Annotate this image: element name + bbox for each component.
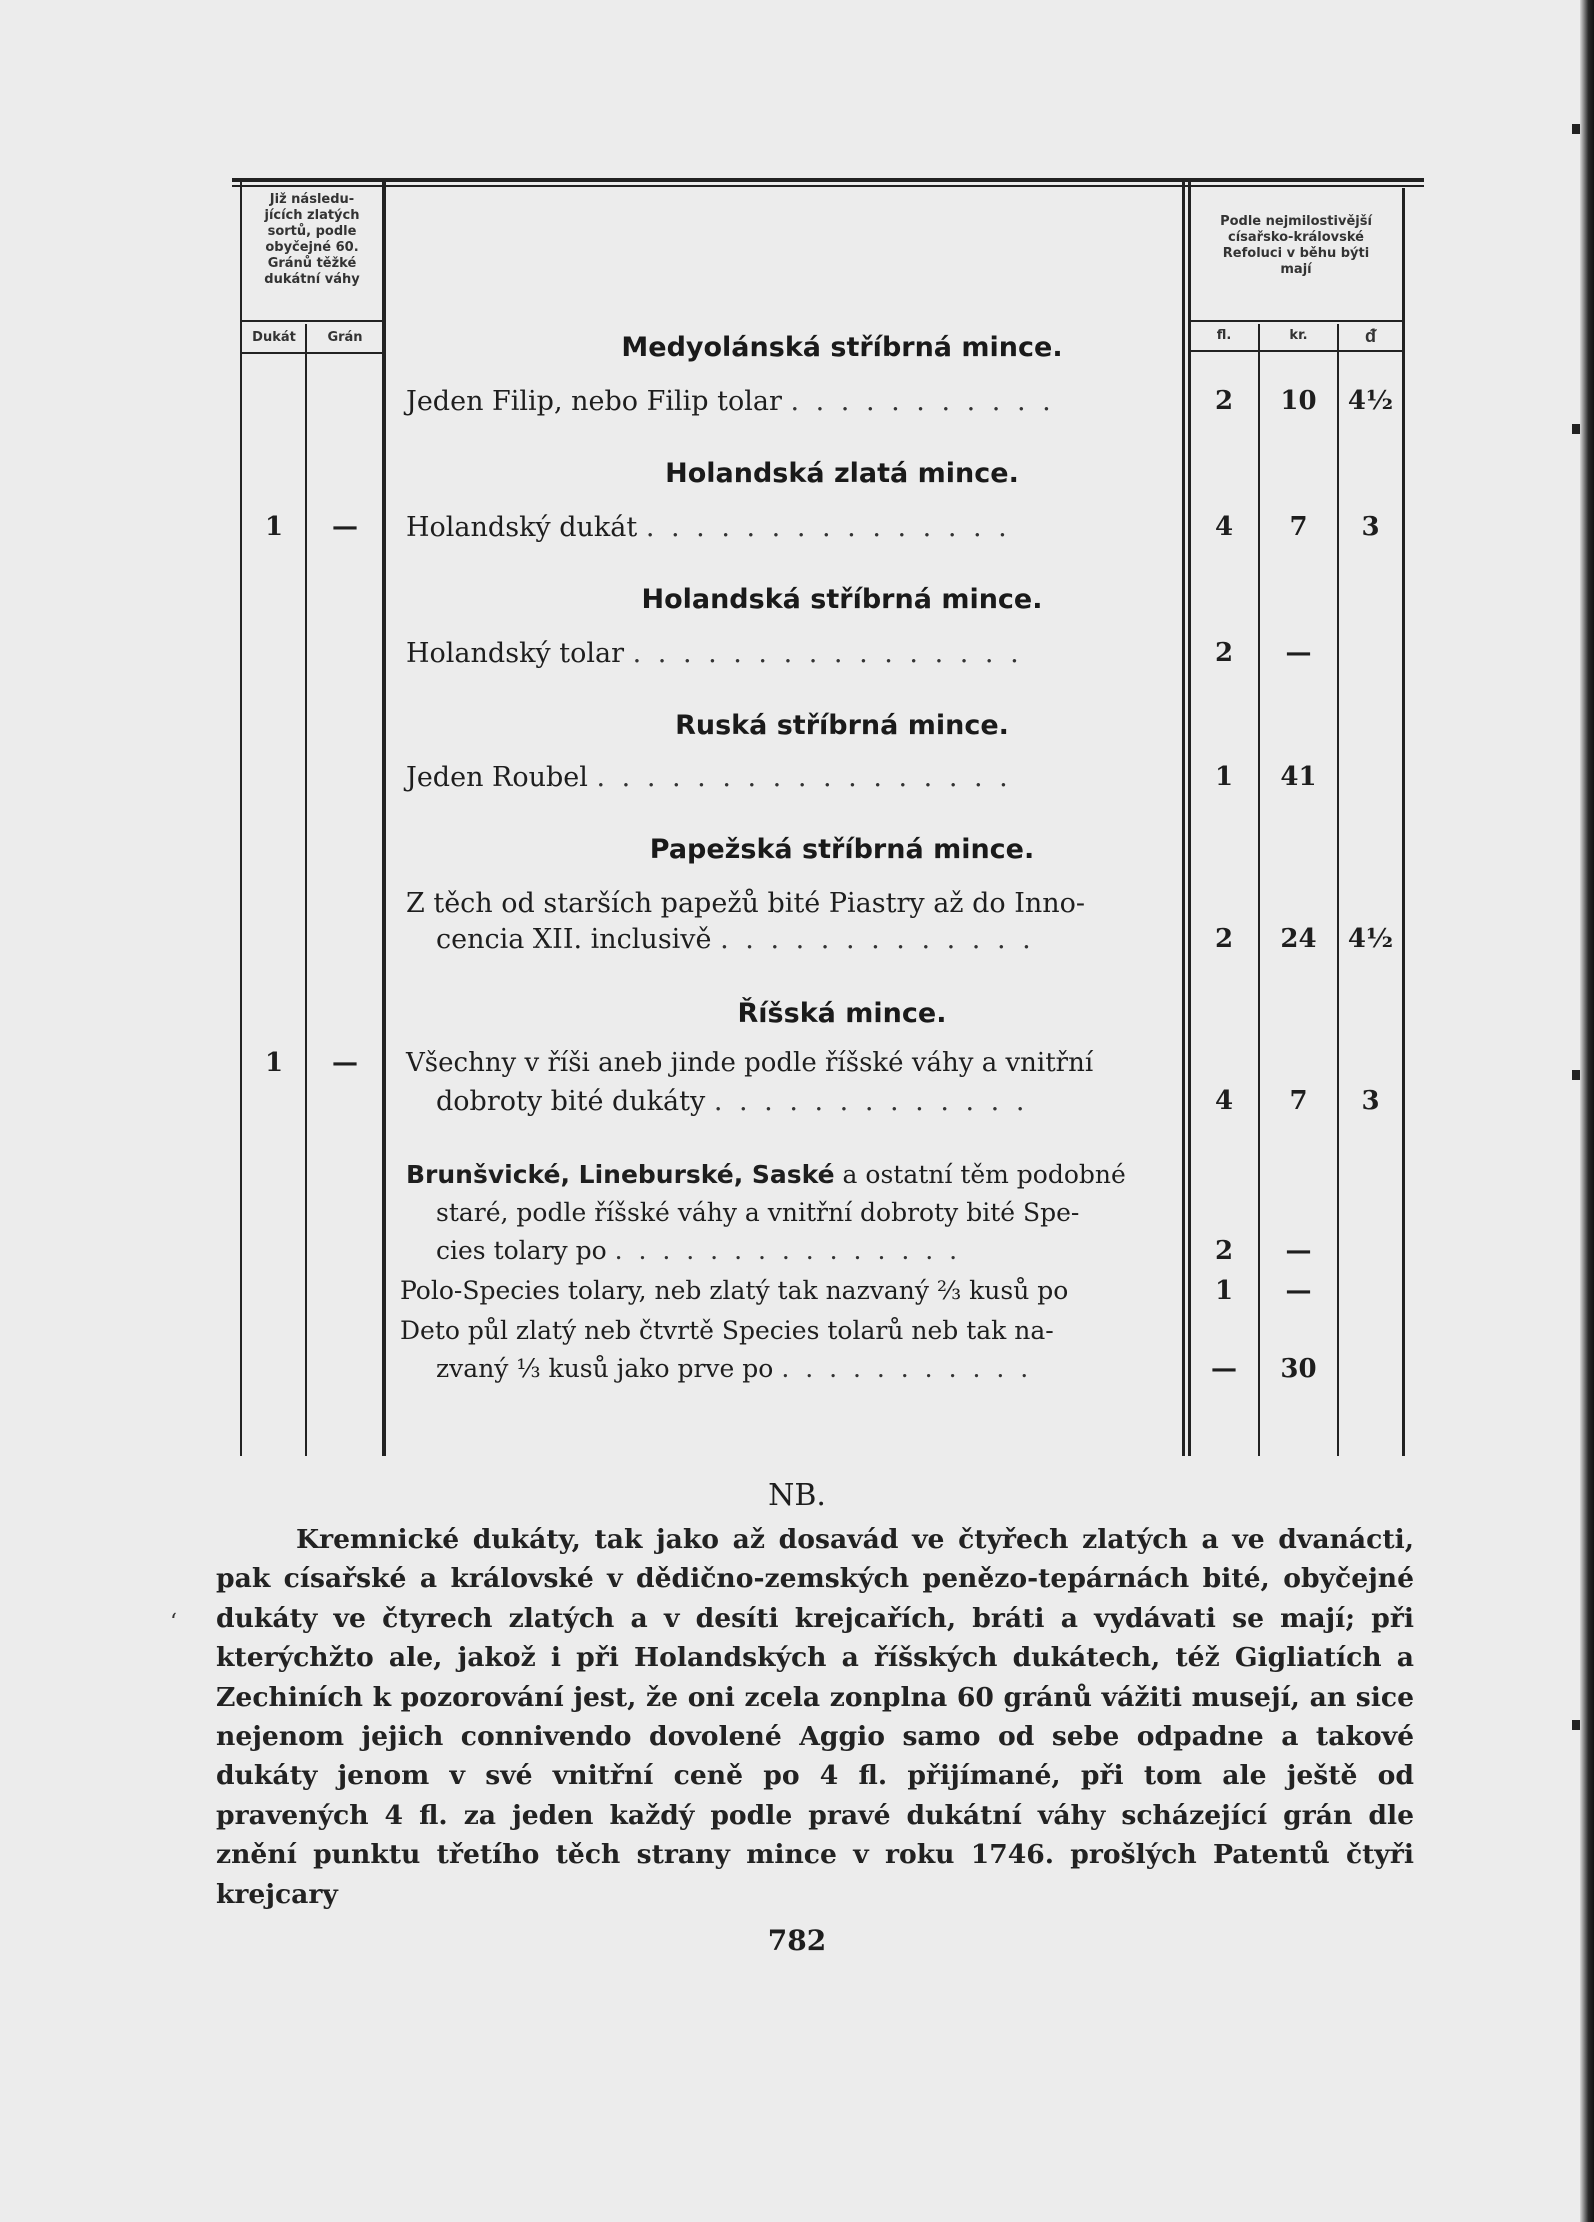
leader-dots: . . . . . . . . . . . [790,386,1055,417]
page-number: 782 [767,1924,827,1957]
scan-mark [1572,1720,1580,1730]
leader-dots: . . . . . . . . . . . . . [720,924,1035,955]
kr-value: 7 [1289,1086,1308,1116]
left-header-text [242,192,382,288]
entry-text: Deto půl zlatý neb čtvrtě Species tolarů neb tak na- [400,1316,1054,1345]
entry-label: cencia XII. inclusivě [436,924,712,955]
entry-text [406,386,1070,417]
header-line: císařsko-královské [1228,230,1364,245]
d-value: 4½ [1347,924,1394,954]
entry-label: Holandský dukát [406,512,638,543]
entry-text-continued: staré, podle říšské váhy a vnitřní dobroty bité Spe- [436,1198,1080,1227]
nb-title: NB. [768,1478,826,1513]
entry-label: Jeden Roubel [406,762,588,793]
scan-mark [1572,424,1580,434]
entry-text [406,512,1070,543]
fl-value: 1 [1214,762,1234,792]
kr-value: 7 [1289,512,1308,542]
entry-text: Všechny v říši aneb jinde podle říšské váhy a vnitřní [406,1048,1094,1078]
kr-value: 30 [1280,1354,1317,1384]
fl-value: 4 [1214,1086,1234,1116]
leader-dots: . . . . . . . . . . . . . . . . . [596,762,1012,793]
top-rule-thin [232,185,1424,187]
header-line: Gránů těžké [267,256,357,271]
kr-value: 41 [1280,762,1317,792]
fl-value: 2 [1214,638,1234,668]
col-gran-header: Grán [327,330,363,345]
col-fl-header: fl. [1216,328,1232,343]
section-heading: Medyolánská stříbrná mince. [621,332,1063,363]
leader-dots: . . . . . . . . . . . . . . . . [632,638,1023,669]
dukat-value: 1 [264,512,284,542]
fl-value: 2 [1214,1236,1234,1266]
kr-value: 24 [1280,924,1317,954]
header-line: dukátní váhy [264,272,360,287]
fl-value: 2 [1214,924,1234,954]
right-header-text [1190,214,1402,278]
entry-label: dobroty bité dukáty [436,1086,706,1117]
fl-value: 1 [1214,1276,1234,1306]
entry-text-continued [436,1236,1070,1265]
col-line [305,324,307,1456]
section-heading: Holandská stříbrná mince. [641,584,1043,615]
entry-text-continued [436,1086,1070,1117]
leader-dots: . . . . . . . . . . . . . . . [645,512,1011,543]
col-line [382,178,386,1456]
entry-label: Holandský tolar [406,638,625,669]
gran-value: — [332,1048,358,1078]
header-rule-right [1188,320,1404,322]
gran-value: — [332,512,358,542]
entry-text [406,1160,1126,1189]
kr-value: — [1285,1236,1312,1266]
section-heading: Holandská zlatá mince. [665,458,1019,489]
leader-dots: . . . . . . . . . . . . . . . [614,1236,962,1265]
col-kr-header: kr. [1289,328,1308,343]
header-line: Podle nejmilostivější [1220,214,1372,229]
page-edge [1580,0,1594,2222]
entry-label: Jeden Filip, nebo Filip tolar [406,386,782,417]
col-line [1402,188,1405,1456]
kr-value: — [1285,1276,1312,1306]
top-rule [232,178,1424,182]
nb-paragraph: Kremnické dukáty, tak jako až dosavád ve čtyřech zlatých a ve dvanácti, pak císařské a královské v dědično-zemských penězo-tepárnách bité, obyčejné dukáty ve čtyrech zlatých a v desíti krejcařích, bráti a vydávati se mají; při kterýchžto ale, jakož i při Holandských a říšských dukátech, též Gigliatích a Zechiních k pozorování jest, že oni zcela zonplna 60 gránů vážiti musejí, an sice nejenom jejich connivendo dovolené Aggio samo od sebe odpadne a takové dukáty jenom v své vnitřní ceně po 4 fl. přijímané, při tom ale ještě od pravených 4 fl. za jeden každý podle pravé dukátní váhy scházející grán dle znění punktu třetího těch strany mince v roku 1746. prošlých Patentů čtyři krejcary [216,1524,1414,1910]
section-heading: Papežská stříbrná mince. [649,834,1035,865]
kr-value: — [1285,638,1312,668]
d-value: 3 [1361,1086,1380,1116]
header-line: Refoluci v běhu býti [1222,246,1370,261]
scan-mark [1572,124,1580,134]
header-rule-right-bottom [1188,350,1404,352]
entry-text: Polo-Species tolary, neb zlatý tak nazvaný ⅔ kusů po [400,1276,1069,1305]
entry-text [406,762,1070,793]
entry-label: a ostatní těm podobné [834,1160,1126,1189]
header-line: jících zlatých [264,208,360,223]
entry-label-lead: Brunšvické, Lineburské, Saské [406,1160,835,1189]
scan-mark [1572,1070,1580,1080]
entry-label: cies tolary po [436,1236,607,1265]
kr-value: 10 [1280,386,1317,416]
fl-value: 4 [1214,512,1234,542]
d-value: 3 [1361,512,1380,542]
leader-dots: . . . . . . . . . . . . . [713,1086,1029,1117]
header-rule-left-bottom [240,352,384,354]
header-rule-left [240,320,384,322]
section-heading: Ruská stříbrná mince. [675,710,1009,741]
leader-dots: . . . . . . . . . . . [781,1354,1033,1383]
coin-table [232,178,1424,1456]
col-line [240,178,242,1456]
fl-value: — [1211,1354,1237,1384]
section-heading: Říšská mince. [737,998,947,1029]
entry-text [406,638,1070,669]
col-line [1182,178,1185,1456]
d-value: 4½ [1347,386,1394,416]
header-line: mají [1280,262,1312,277]
entry-label: zvaný ⅓ kusů jako prve po [436,1354,774,1383]
stray-mark: ʻ [170,1610,177,1635]
entry-text-continued [436,924,1070,955]
header-line: obyčejné 60. [265,240,359,255]
col-dukat-header: Dukát [252,330,296,345]
dukat-value: 1 [264,1048,284,1078]
entry-text: Z těch od starších papežů bité Piastry až do Inno- [406,888,1086,919]
fl-value: 2 [1214,386,1234,416]
header-line: Již následu- [269,192,355,207]
col-d-header: ᵭ [1365,326,1376,347]
header-line: sortů, podle [267,224,357,239]
entry-text-continued [436,1354,1070,1383]
col-line [1337,324,1339,1456]
